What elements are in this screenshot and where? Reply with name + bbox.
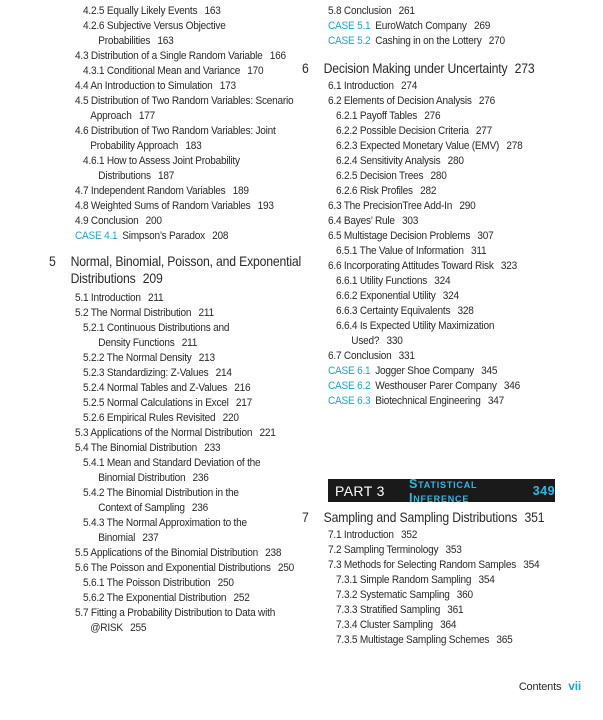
toc-entry: [83, 516, 247, 545]
toc-entry: [336, 573, 495, 588]
toc-entry: [328, 543, 462, 558]
page-number: 220: [222, 412, 239, 424]
page-number: 221: [259, 427, 276, 439]
entry-title: 7.2 Sampling Terminology: [328, 544, 439, 556]
entry-title: 4.6 Distribution of Two Random Variables: Joint: [75, 125, 276, 137]
page-number: 277: [475, 125, 493, 137]
page-number: 354: [523, 559, 540, 571]
toc-chapter: [302, 509, 544, 526]
entry-title: 5.4.3 The Normal Approximation to the: [83, 517, 247, 529]
toc-entry: [336, 618, 456, 633]
entry-title: Distributions: [70, 271, 136, 286]
page-number: 163: [157, 34, 174, 47]
toc-entry: [336, 169, 447, 184]
toc-entry: [328, 94, 495, 109]
page-number: 211: [148, 292, 164, 304]
toc-entry: [83, 19, 226, 48]
entry-title: 5.4.2 The Binomial Distribution in the: [83, 487, 239, 499]
page-folio: vii: [568, 679, 581, 693]
page-number: 208: [212, 230, 229, 242]
page-number: 282: [420, 185, 437, 197]
case-label: CASE 6.3: [328, 395, 371, 407]
entry-title: EuroWatch Company: [375, 20, 467, 32]
entry-title: 5.3 Applications of the Normal Distribution: [75, 427, 253, 439]
entry-title: 5.8 Conclusion: [328, 5, 392, 17]
page-number: 278: [506, 140, 523, 152]
chapter-number: 7: [302, 510, 309, 525]
toc-entry: [75, 426, 276, 441]
page-number: 166: [269, 50, 286, 62]
entry-title: Probabilities: [98, 34, 151, 47]
toc-entry: [336, 633, 513, 648]
page-number: 361: [447, 604, 464, 616]
entry-title: 4.4 An Introduction to Simulation: [75, 80, 213, 92]
entry-title: 5.2.5 Normal Calculations in Excel: [83, 397, 229, 409]
page-number: 360: [456, 589, 473, 601]
page-number: 276: [478, 95, 496, 107]
case-label: CASE 5.2: [328, 35, 371, 47]
page-number: 209: [142, 271, 163, 286]
page-number: 189: [232, 185, 249, 197]
page-number: 352: [401, 529, 418, 541]
page-number: 323: [500, 260, 517, 272]
toc-entry: [75, 214, 162, 229]
toc-entry: [336, 588, 473, 603]
toc-case: [328, 364, 497, 379]
entry-title: Probability Approach: [90, 139, 179, 152]
toc-entry: [75, 606, 275, 635]
page-number: 280: [447, 155, 464, 167]
entry-title: 4.2.6 Subjective Versus Objective: [83, 20, 226, 32]
page-number: 193: [257, 200, 274, 212]
toc-entry: [328, 259, 517, 274]
page-number: 280: [430, 170, 447, 182]
case-label: CASE 5.1: [328, 20, 371, 32]
toc-entry: [336, 603, 463, 618]
toc-entry: [75, 94, 293, 123]
page-number: 270: [488, 35, 505, 47]
entry-title: 6.2.3 Expected Monetary Value (EMV): [336, 140, 500, 152]
page-number: 250: [277, 562, 294, 574]
entry-title: Decision Making under Uncertainty: [323, 61, 508, 76]
entry-title: Binomial: [98, 531, 136, 544]
entry-title: 6.4 Bayes’ Rule: [328, 215, 395, 227]
page-number: 346: [503, 380, 521, 392]
part-banner: [328, 476, 555, 505]
entry-title: @RISK: [90, 621, 123, 634]
toc-entry: [336, 244, 486, 259]
entry-title: 6.7 Conclusion: [328, 350, 392, 362]
toc-entry: [83, 381, 250, 396]
toc-case: [328, 34, 505, 49]
entry-title: Distributions: [98, 169, 151, 182]
page-number: 214: [215, 367, 232, 379]
toc-entry: [328, 199, 475, 214]
toc-entry: [75, 49, 286, 64]
entry-title: 6.6 Incorporating Attitudes Toward Risk: [328, 260, 494, 272]
toc-entry: [336, 109, 440, 124]
entry-title: 7.1 Introduction: [328, 529, 394, 541]
page-number: 233: [204, 442, 221, 454]
part-title: Statistical Inference: [408, 476, 478, 505]
entry-title: 7.3.4 Cluster Sampling: [336, 619, 433, 631]
entry-title: 5.2 The Normal Distribution: [75, 307, 192, 319]
page-number: 331: [398, 350, 415, 362]
toc-entry: [336, 184, 436, 199]
page-number: 311: [470, 245, 487, 257]
page-number: 211: [198, 307, 214, 319]
entry-title: Density Functions: [98, 336, 175, 349]
page-number: 252: [233, 592, 250, 604]
page-number: 345: [481, 365, 498, 377]
toc-entry: [75, 546, 281, 561]
entry-title: 5.2.4 Normal Tables and Z-Values: [83, 382, 228, 394]
chapter-number: 5: [49, 254, 56, 269]
page-number: 324: [442, 290, 459, 302]
entry-title: 7.3.3 Stratified Sampling: [336, 604, 441, 616]
toc-chapter: [49, 253, 301, 287]
page-number: 303: [401, 215, 419, 227]
entry-title: 4.2.5 Equally Likely Events: [83, 5, 198, 17]
entry-title: 5.1 Introduction: [75, 292, 141, 304]
entry-title: 5.4.1 Mean and Standard Deviation of the: [83, 457, 261, 469]
entry-title: 7.3 Methods for Selecting Random Samples: [328, 559, 517, 571]
entry-title: 4.6.1 How to Assess Joint Probability: [83, 155, 240, 167]
entry-title: 7.3.2 Systematic Sampling: [336, 589, 450, 601]
toc-entry: [336, 319, 494, 348]
toc-entry: [75, 199, 274, 214]
entry-title: 5.6 The Poisson and Exponential Distributions: [75, 562, 271, 574]
page-number: 216: [234, 382, 251, 394]
entry-title: 6.2.4 Sensitivity Analysis: [336, 155, 441, 167]
toc-entry: [83, 396, 252, 411]
page-number: 269: [473, 20, 491, 32]
toc-entry: [75, 124, 276, 153]
entry-title: 4.3 Distribution of a Single Random Variable: [75, 50, 263, 62]
entry-title: Cashing in on the Lottery: [375, 35, 482, 47]
toc-entry: [75, 561, 294, 576]
entry-title: Westhouser Parer Company: [375, 380, 497, 392]
page-number: 261: [398, 5, 415, 17]
toc-entry: [336, 139, 523, 154]
page-number: 347: [487, 395, 505, 407]
entry-title: 4.5 Distribution of Two Random Variables: Scenario: [75, 95, 294, 107]
page-number: 351: [524, 510, 545, 525]
entry-title: 4.8 Weighted Sums of Random Variables: [75, 200, 251, 212]
toc-entry: [336, 304, 474, 319]
entry-title: 6.5 Multistage Decision Problems: [328, 230, 471, 242]
entry-title: 5.2.2 The Normal Density: [83, 352, 192, 364]
part-label: PART 3: [335, 482, 385, 499]
entry-title: 5.7 Fitting a Probability Distribution to Data with: [75, 607, 276, 619]
page-number: 211: [181, 336, 198, 349]
toc-entry: [328, 214, 418, 229]
case-label: CASE 6.1: [328, 365, 371, 377]
page-number: 187: [157, 169, 175, 182]
entry-title: 6.2.6 Risk Profiles: [336, 185, 413, 197]
entry-title: 4.7 Independent Random Variables: [75, 185, 226, 197]
entry-title: 4.9 Conclusion: [75, 215, 139, 227]
page-number: 177: [138, 109, 155, 122]
case-label: CASE 4.1: [75, 230, 118, 242]
entry-title: 5.5 Applications of the Binomial Distribution: [75, 547, 258, 559]
toc-entry: [328, 229, 494, 244]
entry-title: 5.2.6 Empirical Rules Revisited: [83, 412, 216, 424]
entry-title: 6.6.4 Is Expected Utility Maximization: [336, 320, 495, 332]
toc-case: [328, 394, 504, 409]
page-number: 173: [219, 80, 236, 92]
page-number: 330: [386, 334, 403, 347]
page-number: 324: [434, 275, 451, 287]
page-number: 353: [445, 544, 462, 556]
toc-entry: [83, 576, 234, 591]
page-number: 183: [185, 139, 202, 152]
toc-entry: [83, 4, 221, 19]
toc-entry: [75, 79, 236, 94]
chapter-number: 6: [302, 61, 309, 76]
toc-entry: [83, 411, 239, 426]
entry-title: 5.6.1 The Poisson Distribution: [83, 577, 211, 589]
toc-entry: [83, 486, 239, 515]
page-number: 213: [198, 352, 215, 364]
entry-title: 5.2.1 Continuous Distributions and: [83, 322, 230, 334]
toc-entry: [83, 456, 260, 485]
toc-entry: [75, 291, 163, 306]
case-label: CASE 6.2: [328, 380, 371, 392]
page-number: 163: [204, 5, 221, 17]
toc-entry: [83, 591, 250, 606]
entry-title: 5.6.2 The Exponential Distribution: [83, 592, 227, 604]
toc-entry: [336, 289, 459, 304]
page-number: 255: [130, 621, 147, 634]
page-number: 364: [440, 619, 457, 631]
toc-case: [328, 379, 520, 394]
toc-entry: [83, 366, 232, 381]
page-number: 238: [265, 547, 282, 559]
page-number: 170: [247, 65, 264, 77]
page-number: 354: [478, 574, 495, 586]
toc-entry: [328, 349, 415, 364]
entry-title: Jogger Shoe Company: [375, 365, 474, 377]
entry-title: 5.4 The Binomial Distribution: [75, 442, 198, 454]
toc-entry: [336, 124, 492, 139]
entry-title: Used?: [351, 334, 380, 347]
entry-title: 4.3.1 Conditional Mean and Variance: [83, 65, 241, 77]
page-number: 250: [217, 577, 234, 589]
page-number: 365: [496, 634, 513, 646]
entry-title: Context of Sampling: [98, 501, 185, 514]
toc-entry: [328, 528, 417, 543]
entry-title: Binomial Distribution: [98, 471, 186, 484]
toc-entry: [83, 154, 240, 183]
page-number: 237: [142, 531, 159, 544]
page-number: 276: [424, 110, 441, 122]
toc-entry: [328, 4, 415, 19]
toc-entry: [83, 64, 263, 79]
entry-title: 6.6.2 Exponential Utility: [336, 290, 436, 302]
entry-title: Approach: [90, 109, 132, 122]
toc-case: [328, 19, 490, 34]
part-page: 349: [532, 483, 555, 498]
entry-title: Biotechnical Engineering: [375, 395, 481, 407]
toc-entry: [75, 306, 214, 321]
toc-entry: [328, 558, 539, 573]
entry-title: 6.6.3 Certainty Equivalents: [336, 305, 451, 317]
entry-title: 6.2.2 Possible Decision Criteria: [336, 125, 469, 137]
toc-entry: [75, 441, 220, 456]
entry-title: 7.3.5 Multistage Sampling Schemes: [336, 634, 490, 646]
toc-entry: [83, 321, 229, 350]
toc-chapter: [302, 60, 534, 77]
page-number: 307: [477, 230, 494, 242]
page-number: 290: [459, 200, 476, 212]
page-number: 200: [145, 215, 162, 227]
page-number: 328: [457, 305, 474, 317]
toc-case: [75, 229, 228, 244]
page-footer: [519, 679, 581, 693]
page-number: 273: [514, 61, 535, 76]
entry-title: 6.2.1 Payoff Tables: [336, 110, 417, 122]
toc-entry: [75, 184, 249, 199]
entry-title: Simpson’s Paradox: [122, 230, 205, 242]
entry-title: Normal, Binomial, Poisson, and Exponential: [70, 254, 302, 269]
toc-entry: [83, 351, 215, 366]
entry-title: 6.6.1 Utility Functions: [336, 275, 428, 287]
page-number: 236: [191, 501, 209, 514]
entry-title: 7.3.1 Simple Random Sampling: [336, 574, 472, 586]
entry-title: 6.2 Elements of Decision Analysis: [328, 95, 472, 107]
toc-entry: [328, 79, 417, 94]
page-number: 236: [192, 471, 209, 484]
entry-title: 6.5.1 The Value of Information: [336, 245, 464, 257]
entry-title: Sampling and Sampling Distributions: [323, 510, 518, 525]
page-number: 217: [235, 397, 253, 409]
entry-title: 6.3 The PrecisionTree Add-In: [328, 200, 453, 212]
toc-entry: [336, 154, 464, 169]
page-number: 274: [401, 80, 418, 92]
toc-entry: [336, 274, 450, 289]
entry-title: 6.2.5 Decision Trees: [336, 170, 424, 182]
footer-label: Contents: [518, 681, 562, 693]
entry-title: 5.2.3 Standardizing: Z-Values: [83, 367, 209, 379]
entry-title: 6.1 Introduction: [328, 80, 394, 92]
